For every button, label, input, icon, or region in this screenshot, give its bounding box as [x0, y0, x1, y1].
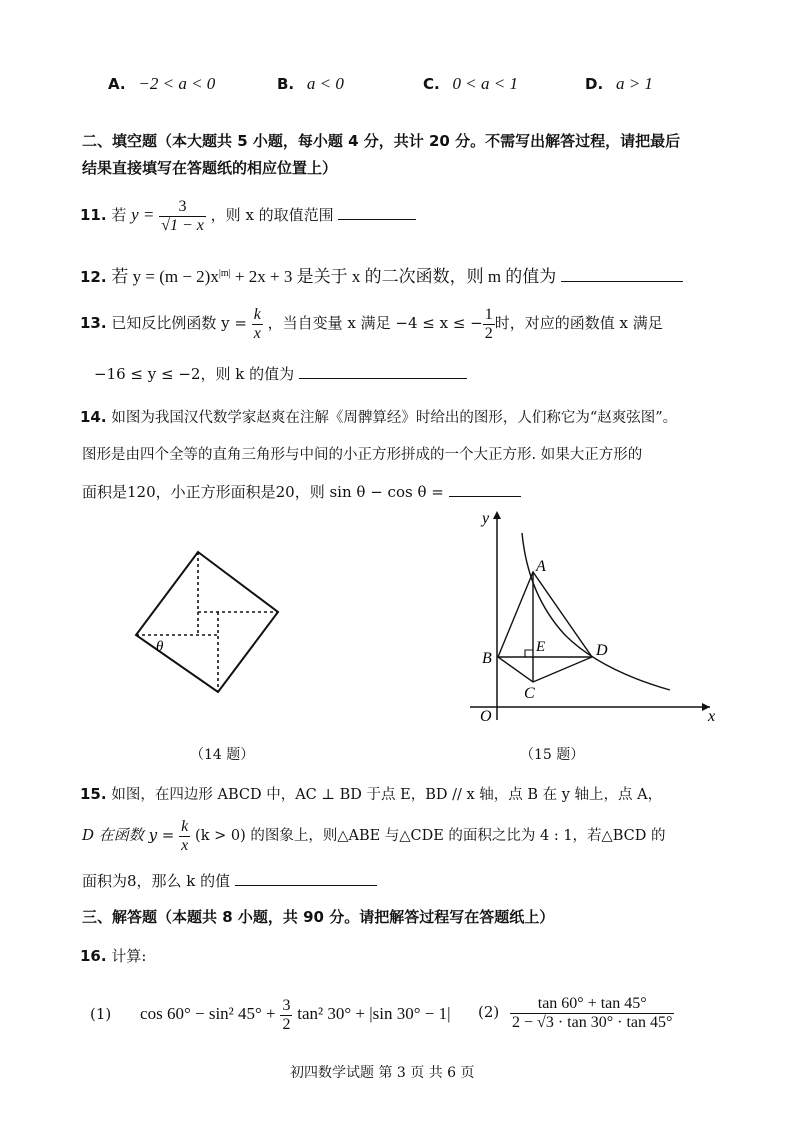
- q16-p1-label: (1): [90, 1005, 112, 1023]
- q15-fraction: [179, 818, 190, 854]
- fig15-label-d: D: [596, 642, 608, 659]
- q16-p2-num: tan 60° + tan 45°: [537, 994, 647, 1012]
- page-footer: 初四数学试题 第 3 页 共 6 页: [290, 1065, 475, 1081]
- q12-answer-blank[interactable]: [561, 281, 683, 282]
- option-c-text: 0 < a < 1: [452, 74, 518, 93]
- q11-frac-den: √1 − x: [161, 216, 204, 234]
- figure-14: [120, 540, 295, 710]
- question-14-line2: 图形是由四个全等的直角三角形与中间的小正方形拼成的一个大正方形. 如果大正方形的: [82, 447, 643, 463]
- q16-p1-b: tan² 30° + |sin 30° − 1|: [297, 1004, 451, 1023]
- q12-text2: + 2x + 3 是关于 x 的二次函数，则 m 的值为: [230, 267, 557, 286]
- q13-frac2-num: 1: [484, 305, 493, 323]
- q15-line1: 如图，在四边形 ABCD 中，AC ⊥ BD 于点 E，BD // x 轴，点 B 在 y 轴上，点 A，: [111, 787, 663, 803]
- question-11: [80, 190, 416, 240]
- option-a: [108, 74, 215, 94]
- q16-p2-label: (2): [478, 1003, 500, 1021]
- q13-frac2-den: 2: [484, 324, 493, 342]
- option-c: [423, 74, 518, 94]
- q16-part2: [478, 988, 674, 1036]
- option-b-label: B.: [277, 75, 295, 93]
- question-15-line3: [82, 870, 377, 891]
- q11-answer-blank[interactable]: [338, 219, 416, 220]
- q15-frac-den: x: [181, 836, 189, 854]
- q15-number: 15.: [80, 785, 107, 803]
- fig15-label-c: C: [524, 685, 535, 702]
- option-b: [277, 74, 344, 94]
- q13-line2: −16 ≤ y ≤ −2，则 k 的值为: [94, 365, 295, 383]
- q11-number: 11.: [80, 206, 107, 224]
- fig15-y-arrow: [493, 511, 501, 519]
- q16-p1-fraction: [280, 997, 292, 1033]
- fig15-quad: [498, 572, 592, 682]
- question-12: [80, 262, 683, 287]
- q13-fraction: [252, 306, 263, 342]
- fig15-caption: （15 题）: [520, 747, 585, 763]
- option-d-text: a > 1: [615, 74, 653, 93]
- option-a-text: −2 < a < 0: [138, 74, 216, 93]
- question-13-line2: [94, 363, 467, 384]
- q13-fraction2: [483, 306, 495, 342]
- q15-frac-num: k: [181, 817, 189, 835]
- q13-post: 时，对应的函数值 x 满足: [494, 314, 663, 332]
- q13-pre: 已知反比例函数 y =: [111, 314, 247, 332]
- fig15-label-x: x: [708, 708, 716, 725]
- fig15-label-e: E: [536, 639, 546, 655]
- q15-line2-post: (k > 0) 的图象上，则△ABE 与△CDE 的面积之比为 4 : 1，若△BCD 的: [195, 828, 666, 844]
- section3-heading: 三、解答题（本题共 8 小题，共 90 分。请把解答过程写在答题纸上）: [82, 908, 555, 926]
- q13-number: 13.: [80, 314, 107, 332]
- fig14-caption: （14 题）: [190, 747, 255, 763]
- question-15-line2: [82, 810, 665, 861]
- q12-sup: |m|: [218, 268, 231, 279]
- fig15-curve: [522, 533, 670, 690]
- question-13: [80, 300, 663, 346]
- q16-p1-a: cos 60° − sin² 45° +: [140, 1004, 276, 1023]
- fig15-right-angle: [525, 650, 533, 657]
- q14-line1: 如图为我国汉代数学家赵爽在注解《周髀算经》时给出的图形，人们称它为“赵爽弦图”。: [111, 410, 678, 426]
- q16-number: 16.: [80, 947, 107, 965]
- fig15-label-y: y: [482, 510, 490, 527]
- q16-part1: [90, 992, 451, 1036]
- q15-line3: 面积为8，那么 k 的值: [82, 872, 231, 890]
- q13-mid: ，当自变量 x 满足 −4 ≤ x ≤ −: [267, 314, 483, 332]
- section2-heading-line1: 二、填空题（本大题共 5 小题，每小题 4 分，共计 20 分。不需写出解答过程，请把最后: [82, 132, 681, 150]
- q16-p1-frac-num: 3: [282, 996, 291, 1014]
- q12-text: 若 y = (m − 2)x: [111, 267, 219, 286]
- q11-fraction: [159, 198, 206, 234]
- q11-post: ，则 x 的取值范围: [210, 206, 334, 224]
- q11-pre: 若: [111, 206, 132, 224]
- q11-lhs: y =: [131, 205, 155, 224]
- question-15-line1: [80, 783, 662, 804]
- option-a-label: A.: [108, 75, 126, 93]
- q16-title: 计算:: [111, 947, 147, 965]
- option-d-label: D.: [585, 75, 604, 93]
- fig15-label-o: O: [480, 708, 492, 725]
- fig14-outer-square: [136, 552, 278, 692]
- figure-15: [470, 505, 730, 730]
- q16-p2-den: 2 − √3 · tan 30° · tan 45°: [512, 1013, 673, 1031]
- option-d: [585, 74, 653, 94]
- fig15-label-b: B: [482, 650, 492, 667]
- fig14-theta: θ: [156, 639, 164, 655]
- q14-number: 14.: [80, 408, 107, 426]
- q13-frac-num: k: [253, 305, 261, 323]
- q12-number: 12.: [80, 268, 107, 286]
- q16-p2-fraction: [510, 995, 674, 1031]
- q16-p1-frac-den: 2: [282, 1015, 291, 1033]
- question-14-line1: [80, 406, 677, 427]
- question-14-line3: [82, 481, 521, 502]
- fig15-label-a: A: [536, 558, 546, 575]
- q13-frac-den: x: [253, 324, 261, 342]
- q14-answer-blank[interactable]: [449, 496, 521, 497]
- q11-frac-num: 3: [178, 197, 187, 215]
- option-c-label: C.: [423, 75, 440, 93]
- q15-answer-blank[interactable]: [235, 885, 377, 886]
- section2-heading-line2: 结果直接填写在答题纸的相应位置上）: [82, 159, 338, 177]
- option-b-text: a < 0: [306, 74, 344, 93]
- q14-line3: 面积是120，小正方形面积是20，则 sin θ − cos θ =: [82, 483, 444, 501]
- q15-line2-pre: D 在函数 y =: [82, 826, 175, 844]
- question-16: [80, 945, 146, 966]
- q13-answer-blank[interactable]: [299, 378, 467, 379]
